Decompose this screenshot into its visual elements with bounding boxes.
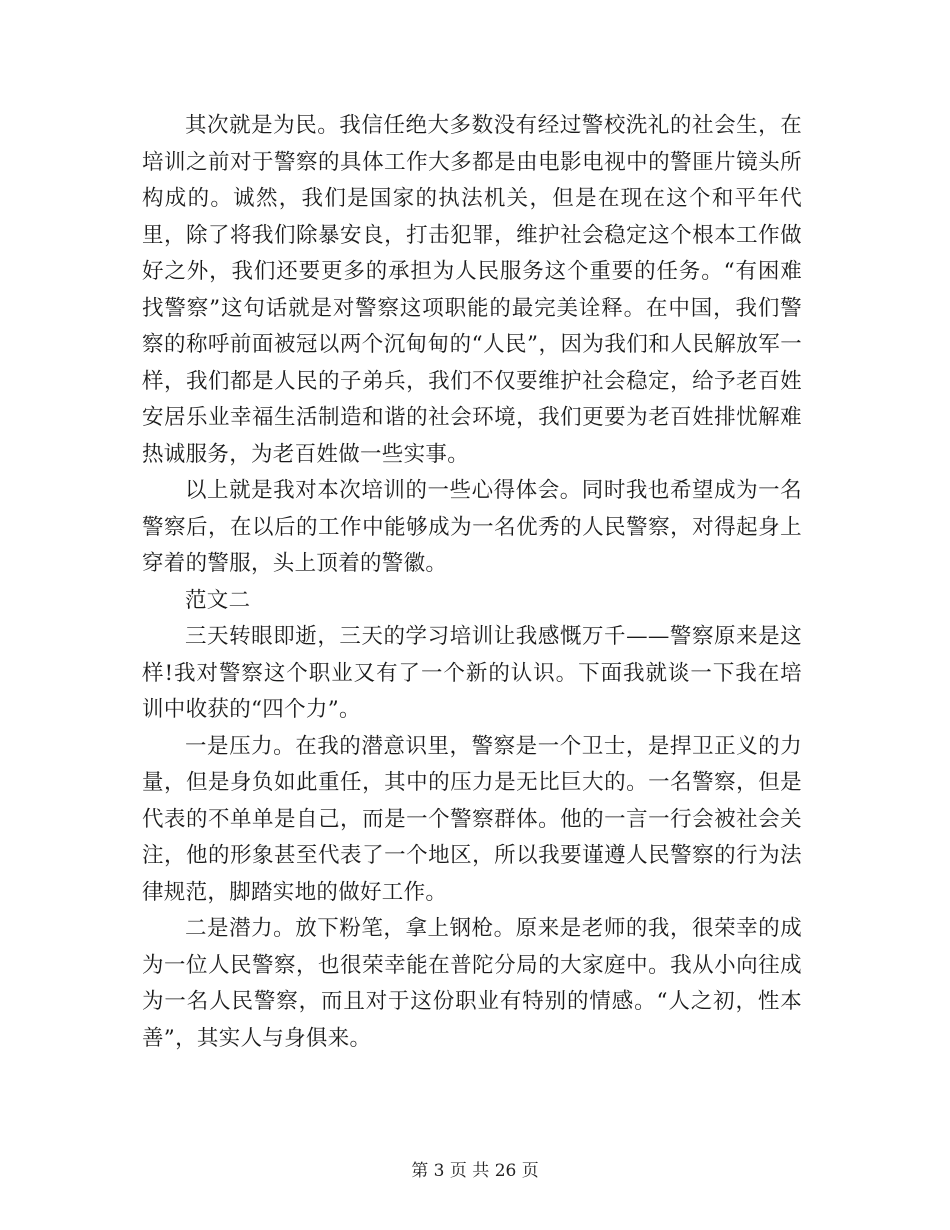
paragraph-weimin: 其次就是为民。我信任绝大多数没有经过警校洗礼的社会生，在培训之前对于警察的具体工作大多都是由电影电视中的警匪片镜头所构成的。诚然，我们是国家的执法机关，但是在现在这个和平年代里，除了将我们除暴安良，打击犯罪，维护社会稳定这个根本工作做好之外，我们还要更多的承担为人民服务这个重要的任务。“有困难找警察”这句话就是对警察这项职能的最完美诠释。在中国，我们警察的称呼前面被冠以两个沉甸甸的“人民”，因为我们和人民解放军一样，我们都是人民的子弟兵，我们不仅要维护社会稳定，给予老百姓安居乐业幸福生活制造和谐的社会环境，我们更要为老百姓排忧解难热诚服务，为老百姓做一些实事。 [142,113,802,467]
paragraph-intro-2: 三天转眼即逝，三天的学习培训让我感慨万千——警察原来是这样!我对警察这个职业又有了一个新的认识。下面我就谈一下我在培训中收获的“四个力”。 [142,624,802,722]
paragraph-pressure: 一是压力。在我的潜意识里，警察是一个卫士，是捍卫正义的力量，但是身负如此重任，其中的压力是无比巨大的。一名警察，但是代表的不单单是自己，而是一个警察群体。他的一言一行会被社会关注，他的形象甚至代表了一个地区，所以我要谨遵人民警察的行为法律规范，脚踏实地的做好工作。 [142,733,802,905]
document-body [142,108,802,1057]
page-number-label: 第 3 页 共 26 页 [411,1161,539,1181]
section-heading-fanwen-2: 范文二 [185,587,251,613]
paragraph-potential: 二是潜力。放下粉笔，拿上钢枪。原来是老师的我，很荣幸的成为一位人民警察，也很荣幸能在普陀分局的大家庭中。我从小向往成为一名人民警察，而且对于这份职业有特别的情感。“人之初，性本善”，其实人与身俱来。 [142,916,802,1051]
paragraph-conclusion: 以上就是我对本次培训的一些心得体会。同时我也希望成为一名警察后，在以后的工作中能够成为一名优秀的人民警察，对得起身上穿着的警服，头上顶着的警徽。 [142,478,802,576]
page-footer [0,1156,950,1181]
